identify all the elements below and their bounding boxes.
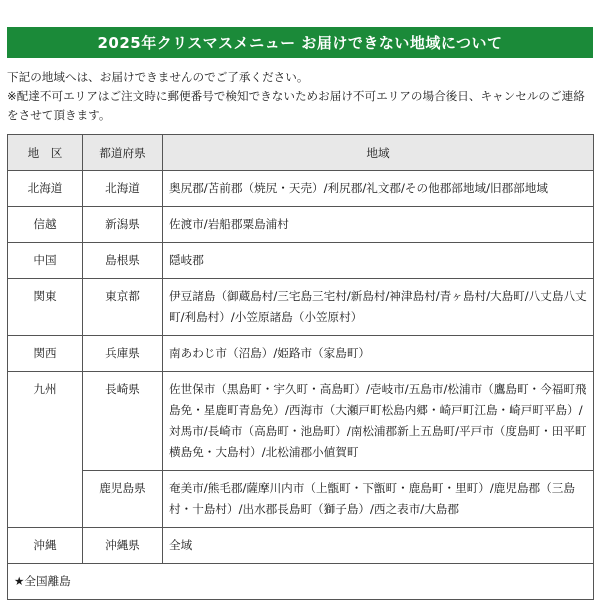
table-row [8,243,594,279]
prefecture-cell: 沖縄県 [83,528,163,564]
table-row [8,372,594,471]
page-title-banner: 2025年クリスマスメニュー お届けできない地域について [7,27,593,58]
areas-cell: 奄美市/熊毛郡/薩摩川内市（上甑町・下甑町・鹿島町・里町）/鹿児島郡（三島村・十島村）/出水郡長島町（獅子島）/西之表市/大島郡 [163,471,594,528]
undeliverable-areas-table [7,134,594,600]
areas-cell: 伊豆諸島（御蔵島村/三宅島三宅村/新島村/神津島村/青ヶ島村/大島町/八丈島八丈町/利島村）/小笠原諸島（小笠原村） [163,279,594,336]
region-cell: 九州 [8,372,83,528]
areas-cell: 佐渡市/岩船郡粟島浦村 [163,207,594,243]
region-cell: 沖縄 [8,528,83,564]
table-row [8,528,594,564]
prefecture-cell: 兵庫県 [83,336,163,372]
prefecture-cell: 北海道 [83,171,163,207]
header-areas: 地域 [163,135,594,171]
footnote-all-islands: ★全国離島 [8,564,594,600]
prefecture-cell: 長崎県 [83,372,163,471]
intro-line-1: 下記の地域へは、お届けできませんのでご了承ください。 [7,70,309,84]
region-cell: 信越 [8,207,83,243]
areas-cell: 奥尻郡/苫前郡（焼尻・天売）/利尻郡/礼文郡/その他郡部地域/旧郡部地域 [163,171,594,207]
region-cell: 中国 [8,243,83,279]
table-row [8,471,594,528]
table-row [8,279,594,336]
intro-text [7,68,595,125]
table-row [8,336,594,372]
areas-cell: 佐世保市（黒島町・宇久町・高島町）/壱岐市/五島市/松浦市（鷹島町・今福町飛島免・星鹿町青島免）/西海市（大瀬戸町松島内郷・崎戸町江島・崎戸町平島）/対馬市/長崎市（高島町・池島町）/南松浦郡新上五島町/平戸市（度島町・田平町横島免・大島村）/北松浦郡小値賀町 [163,372,594,471]
region-cell: 北海道 [8,171,83,207]
region-cell: 関東 [8,279,83,336]
prefecture-cell: 鹿児島県 [83,471,163,528]
areas-cell: 全域 [163,528,594,564]
table-row [8,207,594,243]
intro-line-2: ※配達不可エリアはご注文時に郵便番号で検知できないためお届け不可エリアの場合後日、キャンセルのご連絡をさせて頂きます。 [7,89,585,122]
prefecture-cell: 東京都 [83,279,163,336]
footnote-row [8,564,594,600]
region-cell: 関西 [8,336,83,372]
prefecture-cell: 島根県 [83,243,163,279]
areas-cell: 隠岐郡 [163,243,594,279]
header-prefecture: 都道府県 [83,135,163,171]
table-row [8,171,594,207]
table-header-row [8,135,594,171]
prefecture-cell: 新潟県 [83,207,163,243]
header-region: 地 区 [8,135,83,171]
areas-cell: 南あわじ市（沼島）/姫路市（家島町） [163,336,594,372]
